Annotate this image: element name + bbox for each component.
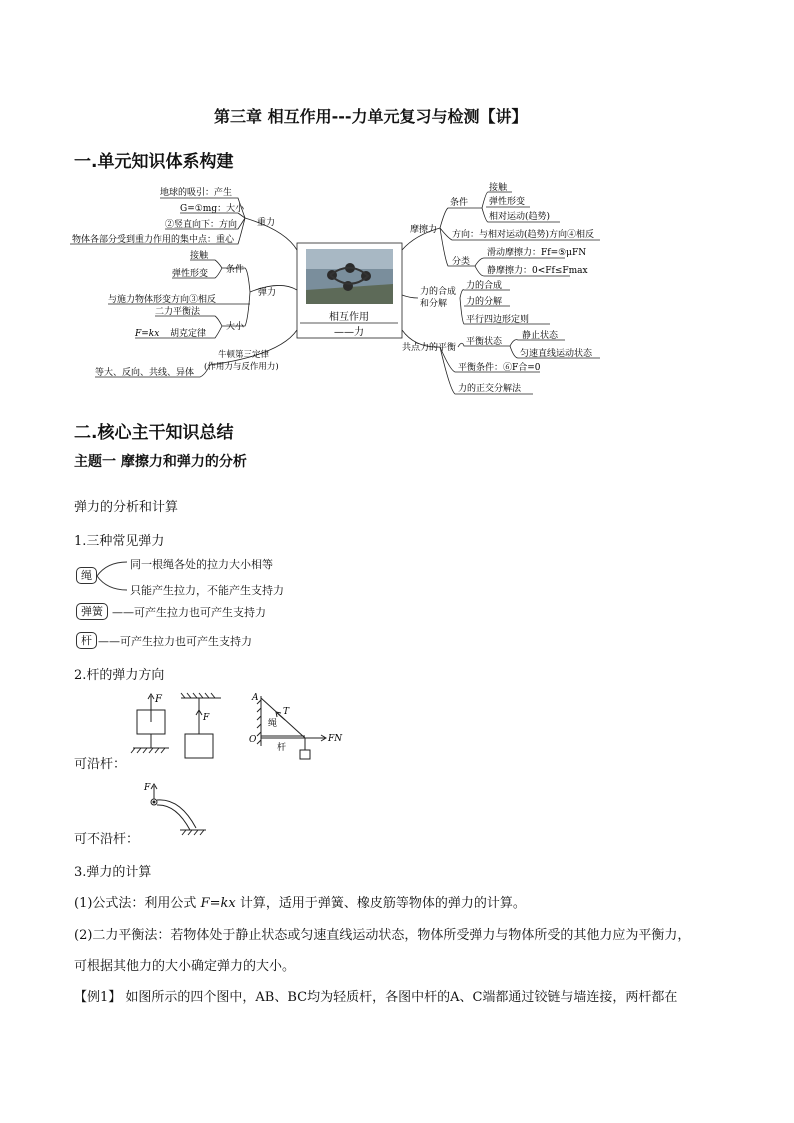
mind-map	[0, 180, 794, 420]
node-compose-a: 力的合成	[420, 287, 457, 297]
branch-compose	[402, 295, 418, 298]
node-gravity: 重力	[257, 218, 276, 228]
center-label-1: 相互作用	[329, 312, 369, 323]
paragraph-balance-1: (2)二力平衡法：若物体处于静止状态或匀速直线运动状态，物体所受弹力与物体所受的其他力应为平衡力，	[74, 928, 691, 943]
node-q3: 力的正交分解法	[458, 384, 522, 394]
fig1-F-label: F	[155, 694, 162, 705]
node-friction: 摩擦力	[410, 225, 438, 235]
node-f-cond: 条件	[450, 198, 469, 208]
node-f3: 相对运动(趋势)	[489, 212, 551, 222]
node-newton3-b: (作用力与反作用力)	[204, 362, 279, 372]
paragraph-rod-direction: 2.杆的弹力方向	[74, 668, 165, 683]
node-e2: 弹性形变	[172, 269, 209, 279]
rope-line-2: 只能产生拉力，不能产生支持力	[130, 584, 284, 597]
node-f-dir: 方向：与相对运动(趋势)方向④相反	[452, 230, 595, 240]
paragraph-calc: 3.弹力的计算	[74, 865, 152, 880]
node-q1: 静止状态	[522, 331, 559, 341]
section-2-heading: 二.核心主干知识总结	[74, 423, 234, 443]
paragraph-three-forces: 1.三种常见弹力	[74, 534, 165, 549]
node-e3: 与施力物体形变方向③相反	[108, 295, 217, 305]
spring-label: 弹簧	[76, 603, 108, 620]
paragraph-analysis: 弹力的分析和计算	[74, 500, 179, 515]
spring-text: ——可产生拉力也可产生支持力	[112, 606, 266, 619]
node-e5b: 胡克定律	[170, 329, 207, 339]
fig3-rod-label: 杆	[277, 743, 287, 753]
fig3-O-label: O	[249, 735, 257, 745]
node-c3: 平行四边形定则	[466, 315, 530, 325]
label-along-rod: 可沿杆：	[74, 757, 127, 772]
node-f4: 滑动摩擦力：Ff=⑤μFN	[487, 248, 587, 258]
fig4-F-label: F	[144, 783, 151, 793]
fig3-rope-label: 绳	[268, 719, 278, 729]
node-newton3-a: 牛顿第三定律	[218, 350, 270, 360]
fig3-A-label: A	[252, 693, 259, 703]
node-e-size: 大小	[226, 322, 245, 332]
paragraph-formula: (1)公式法：利用公式 F=kx 计算，适用于弹簧、橡皮筋等物体的弹力的计算。	[74, 896, 526, 911]
rod-text: ——可产生拉力也可产生支持力	[98, 635, 252, 648]
node-e-cond: 条件	[226, 265, 245, 275]
node-q2: 匀速直线运动状态	[520, 349, 593, 359]
document-title: 第三章 相互作用---力单元复习与检测【讲】	[214, 107, 528, 126]
node-f-cat: 分类	[452, 257, 471, 267]
node-e5: F=kx	[135, 329, 160, 339]
node-n3: 等大、反向、共线、异体	[95, 368, 195, 378]
node-g4: 物体各部分受到重力作用的集中点：重心	[72, 235, 235, 245]
topic-1-heading: 主题一 摩擦力和弹力的分析	[74, 454, 247, 470]
node-f1: 接触	[489, 183, 508, 193]
node-elastic: 弹力	[258, 288, 277, 298]
rope-line-1: 同一根绳各处的拉力大小相等	[130, 558, 273, 571]
node-g3: ②竖直向下：方向	[165, 220, 238, 230]
node-c1: 力的合成	[466, 281, 503, 291]
rod-along-figures	[125, 690, 365, 770]
fig2-F-label: F	[203, 713, 210, 723]
rope-label: 绳	[76, 567, 97, 584]
node-compose-b: 和分解	[420, 299, 448, 309]
rope-brace	[95, 556, 135, 596]
node-c2: 力的分解	[466, 297, 503, 307]
node-equilibrium: 共点力的平衡	[402, 343, 457, 353]
rod-label: 杆	[76, 632, 97, 649]
section-1-heading: 一.单元知识体系构建	[74, 152, 234, 172]
fig3-FN-label: FN	[328, 734, 343, 744]
paragraph-balance-2: 可根据其他力的大小确定弹力的大小。	[74, 959, 296, 974]
rod-curved-figure	[140, 780, 220, 840]
fig3-T-label: T	[283, 707, 290, 717]
node-f5: 静摩擦力：0<Ff≤Fmax	[487, 266, 588, 276]
label-not-along-rod: 可不沿杆：	[74, 832, 140, 847]
node-q-state: 平衡状态	[466, 337, 503, 347]
node-e4: 二力平衡法	[155, 307, 201, 317]
node-g2: G=①mg：大小	[180, 204, 245, 214]
node-e1: 接触	[190, 251, 209, 261]
node-g1: 地球的吸引：产生	[160, 188, 233, 198]
paragraph-example-1: 【例1】 如图所示的四个图中，AB、BC均为轻质杆，各图中杆的A、C端都通过铰链与墙连接，两杆都在	[74, 990, 678, 1005]
node-f2: 弹性形变	[489, 197, 526, 207]
center-label-2: ——力	[334, 327, 364, 338]
node-q-cond: 平衡条件：⑥F合=0	[458, 363, 541, 373]
